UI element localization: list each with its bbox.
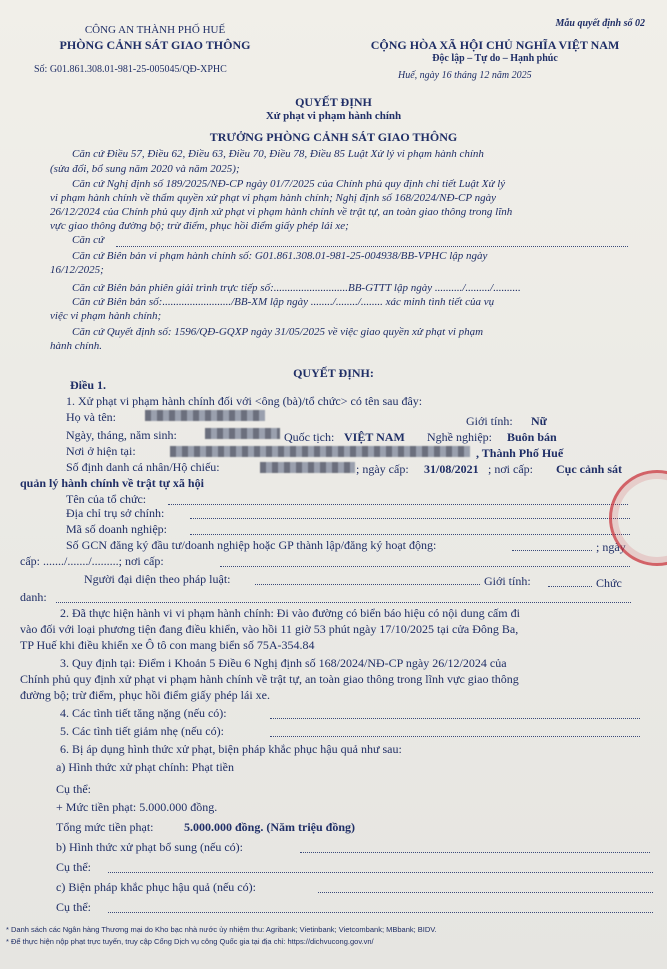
redacted-address — [170, 446, 470, 457]
agency-name: PHÒNG CẢNH SÁT GIAO THÔNG — [59, 38, 251, 52]
footnote-banks: * Danh sách các Ngân hàng Thương mại do Kho bạc nhà nước ủy nhiệm thu: Agribank; Vietinbank; Vietcombank; MBbank; BIDV. — [6, 925, 437, 934]
blank-line — [300, 842, 650, 853]
violation-line: 2. Đã thực hiện hành vi vi phạm hành chính: Đi vào đường có biển báo hiệu có nội dung cấm đi — [60, 606, 520, 620]
nationality-label: Quốc tịch: — [284, 430, 335, 444]
preamble-line: (sửa đổi, bổ sung năm 2020 và năm 2025); — [50, 163, 240, 175]
total-fine-label: Tổng mức tiền phạt: — [56, 820, 154, 834]
org-rep-label: Người đại diện theo pháp luật: — [84, 572, 231, 586]
org-address-label: Địa chỉ trụ sở chính: — [66, 506, 165, 520]
preamble-line: 16/12/2025; — [50, 264, 104, 276]
document-subtitle: Xử phạt vi phạm hành chính — [265, 110, 402, 122]
remedy-detail-label: Cụ thể: — [56, 900, 91, 914]
blank-line — [108, 902, 653, 913]
footnote-online-payment[interactable]: * Để thực hiện nộp phạt trực tuyến, truy cập Cổng Dịch vụ công Quốc gia tại địa chỉ: https://dichvucong.gov.vn/ — [6, 937, 374, 946]
blank-line — [108, 862, 653, 873]
preamble-line: hành chính. — [50, 340, 102, 352]
nationality-value: VIỆT NAM — [344, 430, 405, 444]
measures-intro: 6. Bị áp dụng hình thức xử phạt, biện pháp khắc phục hậu quả như sau: — [60, 742, 402, 756]
preamble-line: 26/12/2024 của Chính phủ quy định xử phạt vi phạm hành chính về trật tự, an toàn giao thông trong lĩnh — [50, 206, 513, 218]
mitigating-label: 5. Các tình tiết giảm nhẹ (nếu có): — [60, 724, 224, 738]
regulation-line: 3. Quy định tại: Điểm i Khoản 5 Điều 6 Nghị định số 168/2024/NĐ-CP ngày 26/12/2024 của — [60, 656, 507, 670]
id-date-label: ; ngày cấp: — [356, 462, 409, 476]
id-place-value: Cục cảnh sát — [556, 462, 623, 476]
preamble-line: Căn cứ Biên bản vi phạm hành chính số: G01.861.308.01-981-25-004938/BB-VPHC lập ngày — [72, 250, 488, 262]
blank-line — [56, 592, 631, 603]
redacted-dob — [205, 428, 280, 439]
violation-line: TP Huế khi điều khiển xe Ô tô con mang biển số 75A-354.84 — [20, 638, 315, 652]
gender-label: Giới tính: — [466, 414, 513, 428]
form-number: Mẫu quyết định số 02 — [555, 18, 645, 29]
blank-line — [255, 574, 480, 585]
preamble-line: vực giao thông đường bộ; trừ điểm, phục hồi điểm giấy phép lái xe; — [50, 220, 349, 232]
id-place-label: ; nơi cấp: — [488, 462, 533, 476]
person-intro: 1. Xử phạt vi phạm hành chính đối với <ông (bà)/tổ chức> có tên sau đây: — [66, 394, 423, 408]
redacted-name — [145, 410, 265, 421]
address-city: , Thành Phố Huế — [476, 446, 564, 460]
extra-penalty-label: b) Hình thức xử phạt bổ sung (nếu có): — [56, 840, 243, 854]
org-issue-label: cấp: ......./......./.........; nơi cấp: — [20, 554, 164, 568]
regulation-line: Chính phủ quy định xử phạt vi phạm hành chính về trật tự, an toàn giao thông trong lĩnh vực giao thông — [20, 672, 519, 686]
motto: Độc lập – Tự do – Hạnh phúc — [432, 53, 558, 64]
preamble-line: Căn cứ Biên bản số:........................./BB-XM lập ngày ......../......../........ xác minh tình tiết của vụ — [72, 296, 495, 308]
gender-value: Nữ — [531, 414, 547, 428]
blank-line — [116, 236, 628, 247]
preamble-line: Căn cứ Nghị định số 189/2025/NĐ-CP ngày 01/7/2025 của Chính phủ quy định chi tiết Luật Xử lý — [72, 178, 506, 190]
decision-number: Số: G01.861.308.01-981-25-005045/QĐ-XPHC — [34, 64, 227, 75]
org-gcn-date-label: ; ngày — [596, 540, 626, 554]
blank-line — [548, 576, 592, 587]
id-place-value-cont: quản lý hành chính về trật tự xã hội — [20, 476, 204, 490]
name-label: Họ và tên: — [66, 410, 116, 424]
document-title: QUYẾT ĐỊNH — [295, 95, 372, 109]
blank-line — [168, 494, 628, 505]
redacted-id — [260, 462, 355, 473]
org-rep-gender-label: Giới tính: — [484, 574, 531, 588]
country-name: CỘNG HÒA XÃ HỘI CHỦ NGHĨA VIỆT NAM — [370, 38, 620, 52]
job-value: Buôn bán — [507, 430, 557, 444]
blank-line — [318, 882, 653, 893]
org-name-label: Tên của tổ chức: — [66, 492, 147, 506]
blank-line — [190, 524, 630, 535]
agency-parent: CÔNG AN THÀNH PHỐ HUẾ — [84, 24, 226, 36]
id-date-value: 31/08/2021 — [424, 462, 479, 476]
remedy-label: c) Biện pháp khắc phục hậu quả (nếu có): — [56, 880, 256, 894]
extra-detail-label: Cụ thể: — [56, 860, 91, 874]
fine-amount-line: + Mức tiền phạt: 5.000.000 đồng. — [56, 800, 218, 814]
id-label: Số định danh cá nhân/Hộ chiếu: — [66, 460, 220, 474]
org-tax-label: Mã số doanh nghiệp: — [66, 522, 167, 536]
total-fine-value: 5.000.000 đồng. (Năm triệu đồng) — [184, 820, 356, 834]
blank-line — [270, 726, 640, 737]
preamble-line: Căn cứ Điều 57, Điều 62, Điều 63, Điều 70, Điều 78, Điều 85 Luật Xử lý vi phạm hành chính — [72, 148, 484, 160]
blank-line — [512, 540, 592, 551]
preamble-line: vi phạm hành chính về thẩm quyền xử phạt vi phạm hành chính; Nghị định số 168/2024/NĐ-CP ngày — [50, 192, 497, 204]
blank-line — [190, 508, 630, 519]
preamble-line: Căn cứ — [72, 234, 104, 246]
place-date: Huế, ngày 16 tháng 12 năm 2025 — [398, 70, 532, 81]
job-label: Nghề nghiệp: — [427, 430, 492, 444]
issuing-authority: TRƯỞNG PHÒNG CẢNH SÁT GIAO THÔNG — [209, 130, 458, 144]
decision-heading: QUYẾT ĐỊNH: — [293, 366, 374, 380]
blank-line — [220, 556, 630, 567]
aggravating-label: 4. Các tình tiết tăng nặng (nếu có): — [60, 706, 227, 720]
blank-line — [270, 708, 640, 719]
address-label: Nơi ở hiện tại: — [66, 444, 136, 458]
dob-label: Ngày, tháng, năm sinh: — [66, 428, 177, 442]
org-rep-title-label-cont: danh: — [20, 590, 47, 604]
penalty-detail-label: Cụ thể: — [56, 782, 91, 796]
violation-line: vào đối với loại phương tiện đang điều khiển, vào hồi 11 giờ 53 phút ngày 17/10/2025 tại cửa Đông Ba, — [20, 622, 519, 636]
org-gcn-label: Số GCN đăng ký đầu tư/doanh nghiệp hoặc GP thành lập/đăng ký hoạt động: — [66, 538, 437, 552]
article-heading: Điều 1. — [70, 378, 106, 392]
regulation-line: đường bộ; trừ điểm, phục hồi điểm giấy phép lái xe. — [20, 688, 270, 702]
preamble-line: việc vi phạm hành chính; — [50, 310, 162, 322]
org-rep-title-label: Chức — [596, 576, 622, 590]
main-penalty: a) Hình thức xử phạt chính: Phạt tiền — [56, 760, 234, 774]
preamble-line: Căn cứ Biên bản phiên giải trình trực tiếp số:...........................BB-GTTT lập ngày ........../........./.......... — [72, 282, 521, 294]
preamble-line: Căn cứ Quyết định số: 1596/QĐ-GQXP ngày 31/05/2025 về việc giao quyền xử phạt vi phạm — [72, 326, 484, 338]
